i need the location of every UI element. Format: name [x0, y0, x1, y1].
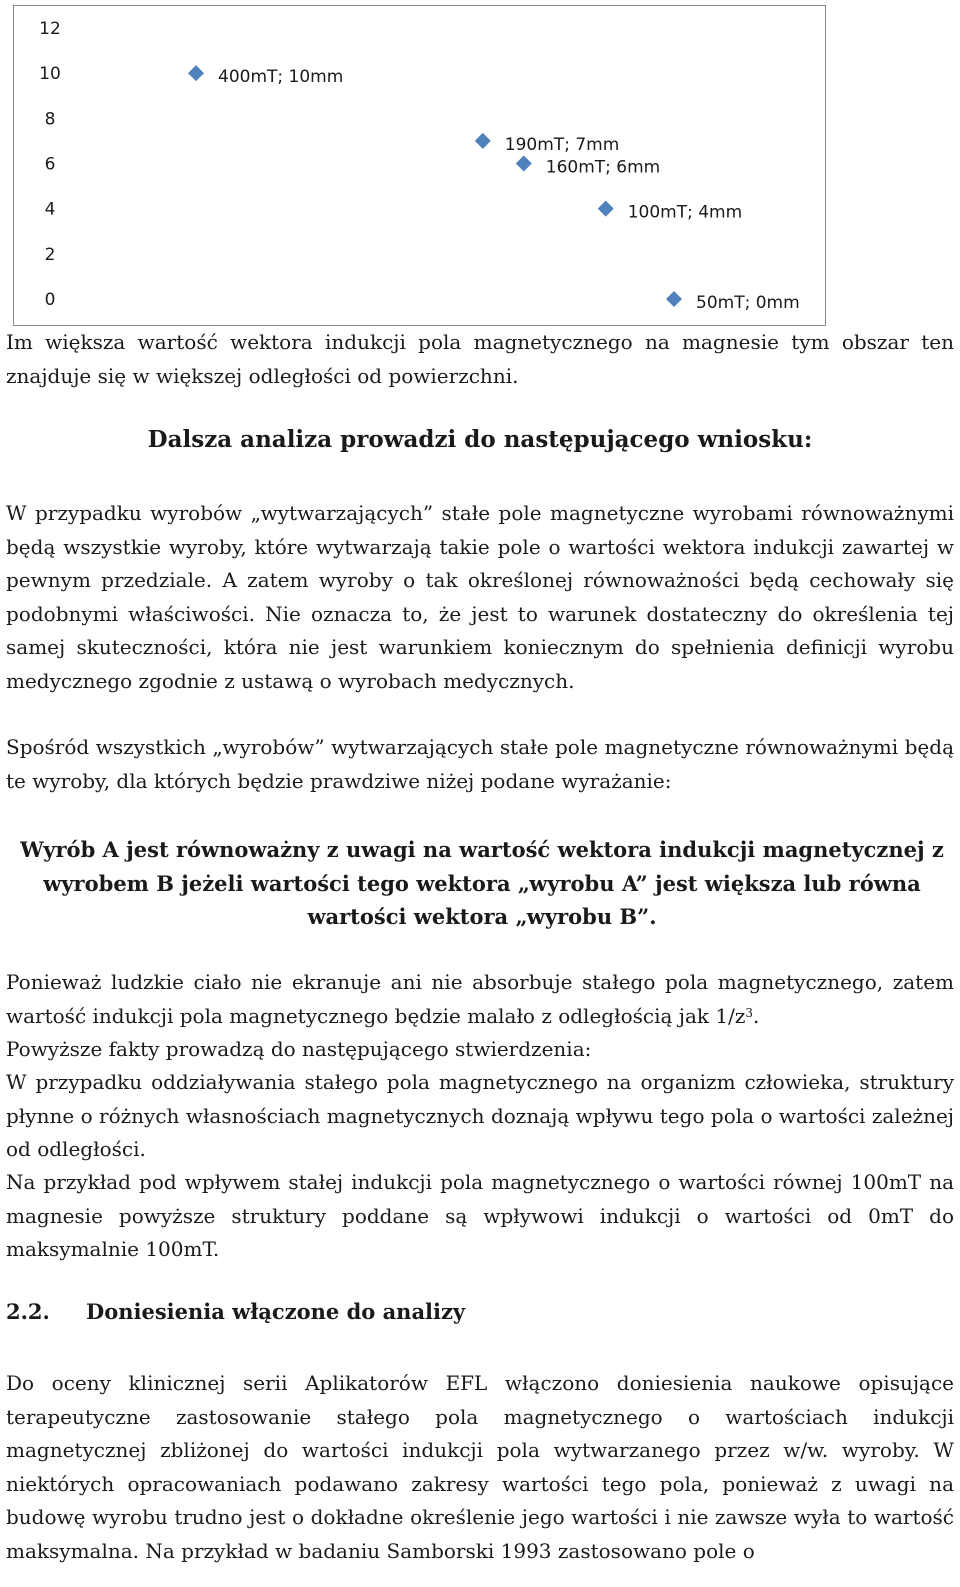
y-tick-label: 10	[39, 64, 61, 85]
data-label: 50mT; 0mm	[696, 293, 800, 313]
data-point-marker	[475, 133, 491, 149]
scatter-chart	[13, 5, 826, 326]
data-point-marker	[666, 291, 682, 307]
data-label: 100mT; 4mm	[627, 202, 743, 223]
paragraph-among: Spośród wszystkich „wyrobów” wytwarzających stałe pole magnetyczne równoważnymi będą te wyroby, dla których będzie prawdziwe niżej podane wyrażanie:	[6, 735, 954, 793]
paragraph-interaction: W przypadku oddziaływania stałego pola magnetycznego na organizm człowieka, struktury płynne o różnych własnościach magnetycznych doznają wpływu tego pola o wartości zależnej od odległości.	[6, 1070, 954, 1161]
y-tick-label: 8	[44, 109, 56, 130]
paragraph-intro: Im większa wartość wektora indukcji pola magnetycznego na magnesie tym obszar ten znajduje się w większej odległości od powierzchni.	[6, 330, 954, 388]
data-label: 160mT; 6mm	[545, 157, 661, 178]
paragraph-reports: Do oceny klinicznej serii Aplikatorów EFL włączono doniesienia naukowe opisujące terapeutyczne zastosowanie stałego pola magnetycznego o wartościach indukcji magnetycznej zbliżonej do wartości indukcji pola wytwarzanego przez w/w. wyroby. W niektórych opracowaniach podawano zakresy wartości tego pola, ponieważ z uwagi na budowę wyrobu trudno jest o dokładne określenie jego wartości i nie zawsze wyła to wartość maksymalna. Na przykład w badaniu Samborski 1993 zastosowano pole o	[6, 1371, 954, 1563]
because-text: Ponieważ ludzkie ciało nie ekranuje ani nie absorbuje stałego pola magnetycznego, zatem wartość indukcji pola magnetycznego będzie malało z odległością jak 1/z	[6, 970, 954, 1028]
data-label: 190mT; 7mm	[504, 134, 620, 155]
paragraph-because	[6, 966, 954, 1033]
section-title: Doniesienia włączone do analizy	[86, 1299, 466, 1324]
data-point-marker	[598, 201, 614, 217]
section-heading	[6, 1299, 465, 1324]
paragraph-example: Na przykład pod wpływem stałej indukcji pola magnetycznego o wartości równej 100mT na magnesie powyższe struktury poddane są wpływowi indukcji o wartości od 0mT do maksymalnie 100mT.	[6, 1170, 954, 1261]
y-tick-label: 6	[44, 154, 56, 175]
heading-conclusion: Dalsza analiza prowadzi do następującego wniosku:	[147, 426, 813, 453]
equivalence-statement: Wyrób A jest równoważny z uwagi na wartość wektora indukcji magnetycznej z wyrobem B jeżeli wartości tego wektora „wyrobu A” jest większa lub równa wartości wektora „wyrobu B”.	[20, 837, 944, 929]
y-tick-label: 0	[44, 290, 56, 310]
data-point-marker	[516, 156, 532, 172]
section-number: 2.2.	[6, 1299, 50, 1324]
data-point-marker	[188, 65, 204, 81]
y-tick-label: 2	[44, 244, 56, 265]
chart-plot-area	[14, 6, 827, 327]
paragraph-facts: Powyższe fakty prowadzą do następującego stwierdzenia:	[6, 1037, 592, 1061]
because-exponent: 3	[745, 1005, 754, 1020]
data-label: 400mT; 10mm	[218, 67, 344, 88]
y-tick-label: 4	[44, 199, 56, 220]
y-tick-label: 12	[39, 19, 61, 39]
paragraph-equivalence: W przypadku wyrobów „wytwarzających” stałe pole magnetyczne wyrobami równoważnymi będą wszystkie wyroby, które wytwarzają takie pole o wartości wektora indukcji zawartej w pewnym przedziale. A zatem wyroby o tak określonej równoważności będą cechowały się podobnymi właściwości. Nie oznacza to, że jest to warunek dostateczny do określenia tej samej skuteczności, która nie jest warunkiem koniecznym do spełnienia definicji wyrobu medycznego zgodnie z ustawą o wyrobach medycznych.	[6, 501, 954, 693]
because-end: .	[753, 1003, 760, 1028]
